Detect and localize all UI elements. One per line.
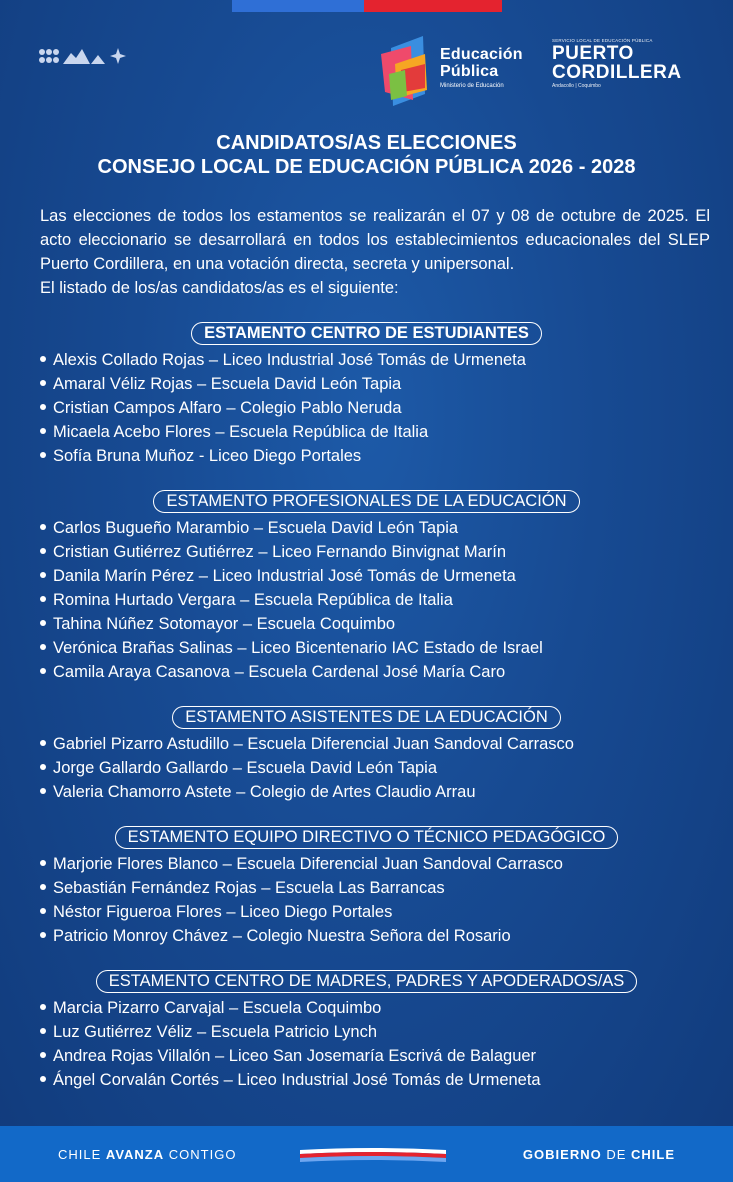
list-item bbox=[40, 1068, 733, 1092]
candidate-list bbox=[0, 996, 733, 1092]
bullet-icon bbox=[40, 524, 46, 530]
bullet-icon bbox=[40, 764, 46, 770]
list-item bbox=[40, 780, 733, 804]
bullet-icon bbox=[40, 788, 46, 794]
candidate-text: Camila Araya Casanova – Escuela Cardenal José María Caro bbox=[53, 663, 506, 681]
list-item bbox=[40, 876, 733, 900]
candidate-text: Marjorie Flores Blanco – Escuela Diferencial Juan Sandoval Carrasco bbox=[53, 855, 563, 873]
section-title: ESTAMENTO EQUIPO DIRECTIVO O TÉCNICO PEDAGÓGICO bbox=[115, 826, 619, 849]
list-item bbox=[40, 732, 733, 756]
list-item bbox=[40, 660, 733, 684]
section-profesionales bbox=[0, 490, 733, 684]
footer-gov-part: GOBIERNO bbox=[522, 1147, 607, 1162]
bullet-icon bbox=[40, 1028, 46, 1034]
list-item bbox=[40, 1044, 733, 1068]
bullet-icon bbox=[40, 644, 46, 650]
candidate-list bbox=[0, 348, 733, 468]
candidate-list bbox=[0, 516, 733, 684]
footer-slogan-part: CONTIGO bbox=[164, 1147, 237, 1162]
section-title: ESTAMENTO CENTRO DE MADRES, PADRES Y APODERADOS/AS bbox=[96, 970, 638, 993]
footer-slogan bbox=[58, 1147, 236, 1162]
candidate-text: Micaela Acebo Flores – Escuela República de Italia bbox=[53, 423, 429, 441]
bullet-icon bbox=[40, 860, 46, 866]
page-title bbox=[0, 131, 733, 179]
slep-logo bbox=[552, 38, 702, 90]
candidate-text: Andrea Rojas Villalón – Liceo San Josemaría Escrivá de Balaguer bbox=[53, 1047, 537, 1065]
candidate-text: Luz Gutiérrez Véliz – Escuela Patricio Lynch bbox=[53, 1023, 378, 1041]
slep-logo-region: Andacollo | Coquimbo bbox=[552, 83, 601, 89]
section-title: ESTAMENTO ASISTENTES DE LA EDUCACIÓN bbox=[172, 706, 560, 729]
slep-logo-small-text: SERVICIO LOCAL DE EDUCACIÓN PÚBLICA bbox=[552, 38, 653, 43]
list-item bbox=[40, 924, 733, 948]
candidate-text: Ángel Corvalán Cortés – Liceo Industrial José Tomás de Urmeneta bbox=[53, 1071, 541, 1089]
section-apoderados bbox=[0, 970, 733, 1092]
candidate-text: Amaral Véliz Rojas – Escuela David León Tapia bbox=[53, 375, 402, 393]
candidate-text: Valeria Chamorro Astete – Colegio de Artes Claudio Arrau bbox=[53, 783, 476, 801]
bullet-icon bbox=[40, 1052, 46, 1058]
list-item bbox=[40, 420, 733, 444]
edu-logo-subtitle: Ministerio de Educación bbox=[440, 83, 504, 89]
bullet-icon bbox=[40, 356, 46, 362]
list-item bbox=[40, 900, 733, 924]
list-item bbox=[40, 996, 733, 1020]
list-item bbox=[40, 756, 733, 780]
footer-bar bbox=[0, 1126, 733, 1182]
candidate-list bbox=[0, 852, 733, 948]
section-title: ESTAMENTO CENTRO DE ESTUDIANTES bbox=[191, 322, 542, 345]
candidate-list bbox=[0, 732, 733, 804]
list-item bbox=[40, 612, 733, 636]
candidate-text: Jorge Gallardo Gallardo – Escuela David León Tapia bbox=[53, 759, 438, 777]
edu-logo-title-1: Educación bbox=[440, 46, 523, 63]
section-asistentes bbox=[0, 706, 733, 804]
bullet-icon bbox=[40, 932, 46, 938]
page-title-line-2: CONSEJO LOCAL DE EDUCACIÓN PÚBLICA 2026 - 2028 bbox=[97, 156, 636, 178]
slep-logo-name-2: CORDILLERA bbox=[552, 62, 682, 83]
brandmark-icon bbox=[38, 45, 128, 67]
bullet-icon bbox=[40, 428, 46, 434]
list-item bbox=[40, 372, 733, 396]
candidate-text: Sebastián Fernández Rojas – Escuela Las Barrancas bbox=[53, 879, 445, 897]
list-item bbox=[40, 636, 733, 660]
list-item bbox=[40, 396, 733, 420]
list-item bbox=[40, 516, 733, 540]
candidate-text: Carlos Bugueño Marambio – Escuela David León Tapia bbox=[53, 519, 459, 537]
candidate-text: Cristian Campos Alfaro – Colegio Pablo Neruda bbox=[53, 399, 402, 417]
candidate-text: Alexis Collado Rojas – Liceo Industrial José Tomás de Urmeneta bbox=[53, 351, 526, 369]
candidate-text: Cristian Gutiérrez Gutiérrez – Liceo Fernando Binvignat Marín bbox=[53, 543, 507, 561]
candidate-text: Tahina Núñez Sotomayor – Escuela Coquimbo bbox=[53, 615, 396, 633]
top-accent-blue bbox=[232, 0, 364, 12]
candidate-text: Gabriel Pizarro Astudillo – Escuela Diferencial Juan Sandoval Carrasco bbox=[53, 735, 574, 753]
list-item bbox=[40, 444, 733, 468]
bullet-icon bbox=[40, 596, 46, 602]
bullet-icon bbox=[40, 548, 46, 554]
list-item bbox=[40, 564, 733, 588]
list-item bbox=[40, 588, 733, 612]
bullet-icon bbox=[40, 884, 46, 890]
bullet-icon bbox=[40, 452, 46, 458]
intro-text bbox=[40, 204, 710, 300]
top-accent-red bbox=[364, 0, 502, 12]
bullet-icon bbox=[40, 1004, 46, 1010]
bullet-icon bbox=[40, 668, 46, 674]
edu-logo-title-2: Pública bbox=[440, 63, 499, 80]
intro-paragraph: Las elecciones de todos los estamentos se realizarán el 07 y 08 de octubre de 2025. El acto eleccionario se desarrollará en todos los establecimientos educacionales del SLEP Puerto Cordillera, en una votación directa, secreta y unipersonal. bbox=[40, 207, 710, 273]
candidate-text: Sofía Bruna Muñoz - Liceo Diego Portales bbox=[53, 447, 362, 465]
list-item bbox=[40, 348, 733, 372]
bullet-icon bbox=[40, 380, 46, 386]
list-item bbox=[40, 1020, 733, 1044]
candidate-text: Verónica Brañas Salinas – Liceo Bicentenario IAC Estado de Israel bbox=[53, 639, 543, 657]
page-title-line-1: CANDIDATOS/AS ELECCIONES bbox=[216, 132, 517, 154]
footer-slogan-part: CHILE bbox=[58, 1147, 106, 1162]
candidate-text: Patricio Monroy Chávez – Colegio Nuestra Señora del Rosario bbox=[53, 927, 511, 945]
footer-gov-light: DE bbox=[606, 1147, 631, 1162]
footer-gov-part: CHILE bbox=[631, 1147, 675, 1162]
section-title: ESTAMENTO PROFESIONALES DE LA EDUCACIÓN bbox=[153, 490, 579, 513]
list-item bbox=[40, 540, 733, 564]
flag-stripes-icon bbox=[300, 1146, 446, 1162]
bullet-icon bbox=[40, 1076, 46, 1082]
list-item bbox=[40, 852, 733, 876]
candidate-text: Romina Hurtado Vergara – Escuela República de Italia bbox=[53, 591, 453, 609]
section-equipo-directivo bbox=[0, 826, 733, 948]
bullet-icon bbox=[40, 908, 46, 914]
section-estudiantes bbox=[0, 322, 733, 468]
footer-government bbox=[523, 1147, 675, 1162]
slep-logo-name-1: PUERTO bbox=[552, 43, 634, 64]
candidate-text: Marcia Pizarro Carvajal – Escuela Coquimbo bbox=[53, 999, 382, 1017]
footer-slogan-bold: AVANZA bbox=[105, 1147, 165, 1162]
bullet-icon bbox=[40, 740, 46, 746]
bullet-icon bbox=[40, 404, 46, 410]
candidate-text: Danila Marín Pérez – Liceo Industrial José Tomás de Urmeneta bbox=[53, 567, 516, 585]
bullet-icon bbox=[40, 572, 46, 578]
bullet-icon bbox=[40, 620, 46, 626]
intro-listing-line: El listado de los/as candidatos/as es el siguiente: bbox=[40, 279, 399, 297]
candidate-text: Néstor Figueroa Flores – Liceo Diego Portales bbox=[53, 903, 393, 921]
